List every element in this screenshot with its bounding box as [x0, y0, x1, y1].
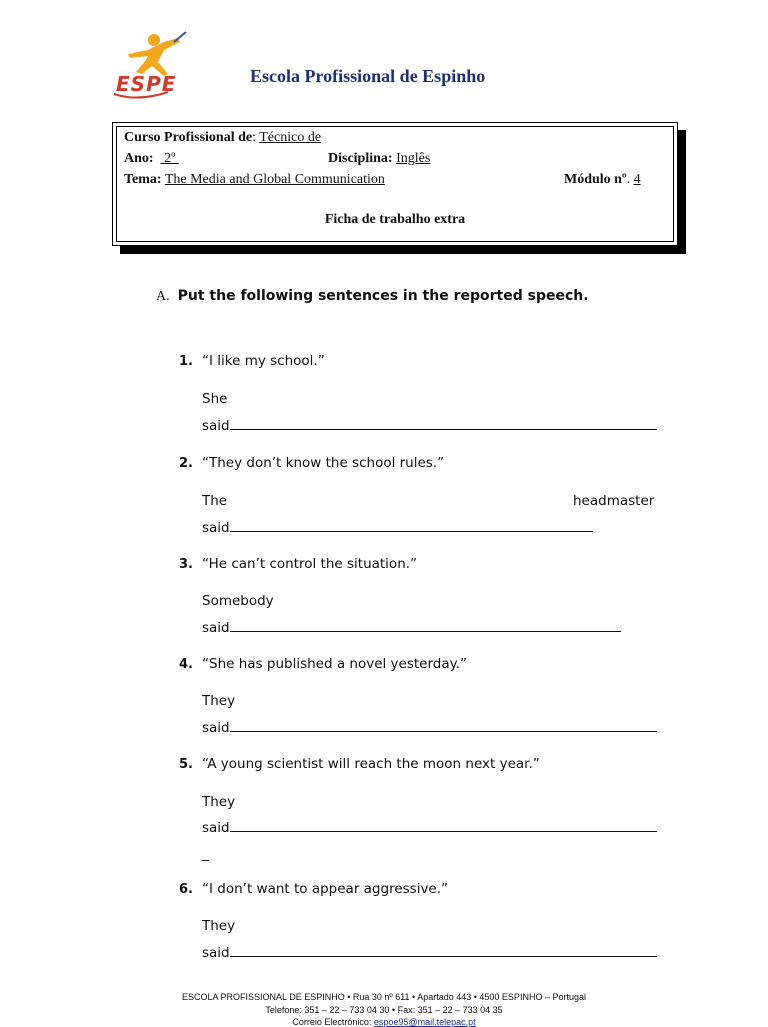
answer-blank[interactable]	[230, 819, 657, 832]
answer-line[interactable]: said	[202, 719, 657, 736]
ano-value: 2º	[164, 151, 176, 166]
answer-blank[interactable]	[230, 944, 657, 957]
footer-email-row: Correio Electrónico: espoe95@mail.telepac.pt	[292, 1017, 476, 1027]
item-quote: “A young scientist will reach the moon next year.”	[202, 756, 540, 772]
ano-row: Ano: 2º	[124, 151, 179, 167]
item-quote: “He can’t control the situation.”	[202, 556, 418, 572]
answer-subject: They	[202, 794, 236, 810]
answer-blank[interactable]	[230, 519, 593, 532]
footer-phone: Telefone: 351 – 22 – 733 04 30 • Fax: 351 – 22 – 733 04 35	[265, 1005, 503, 1015]
answer-subject: She	[202, 391, 228, 407]
item-number: 4.	[179, 657, 193, 672]
school-name: Escola Profissional de Espinho	[250, 66, 486, 86]
answer-subject: Somebody	[202, 593, 274, 609]
logo-text: ESPE	[116, 72, 177, 96]
answer-blank[interactable]	[230, 619, 621, 632]
tema-row: Tema: The Media and Global Communication	[124, 172, 385, 187]
answer-blank[interactable]	[230, 719, 657, 732]
answer-line[interactable]: said	[202, 819, 657, 836]
answer-line[interactable]: said	[202, 944, 657, 961]
section-heading: A. Put the following sentences in the reported speech.	[156, 288, 589, 304]
answer-line[interactable]: said	[202, 619, 621, 636]
curso-value: Técnico de	[259, 130, 322, 145]
curso-row: Curso Profissional de: Técnico de	[124, 130, 598, 146]
modulo-row: Módulo nº. 4	[564, 172, 641, 187]
answer-blank[interactable]	[230, 417, 657, 430]
info-box	[112, 122, 678, 246]
item-quote: “I like my school.”	[202, 353, 325, 369]
disciplina-row: Disciplina: Inglês	[328, 151, 431, 166]
item-number: 3.	[179, 557, 193, 572]
item-quote: “She has published a novel yesterday.”	[202, 656, 467, 672]
item-quote: “They don’t know the school rules.”	[202, 455, 445, 471]
answer-line-continuation: _	[202, 846, 209, 862]
item-quote: “I don’t want to appear aggressive.”	[202, 881, 449, 897]
footer-email-link[interactable]: espoe95@mail.telepac.pt	[373, 1017, 476, 1027]
answer-line[interactable]: said	[202, 519, 593, 536]
answer-line[interactable]: said	[202, 417, 657, 434]
footer-address: ESCOLA PROFISSIONAL DE ESPINHO • Rua 30 nº 611 • Apartado 443 • 4500 ESPINHO – Portugal	[182, 992, 586, 1002]
ficha-title: Ficha de trabalho extra	[324, 212, 466, 227]
answer-subject-end: headmaster	[573, 493, 655, 509]
answer-subject: The	[202, 493, 228, 509]
item-number: 5.	[179, 757, 193, 772]
item-number: 1.	[179, 354, 193, 369]
item-number: 6.	[179, 882, 193, 897]
school-logo	[108, 28, 198, 100]
answer-subject: They	[202, 693, 236, 709]
answer-subject: They	[202, 918, 236, 934]
item-number: 2.	[179, 456, 193, 471]
